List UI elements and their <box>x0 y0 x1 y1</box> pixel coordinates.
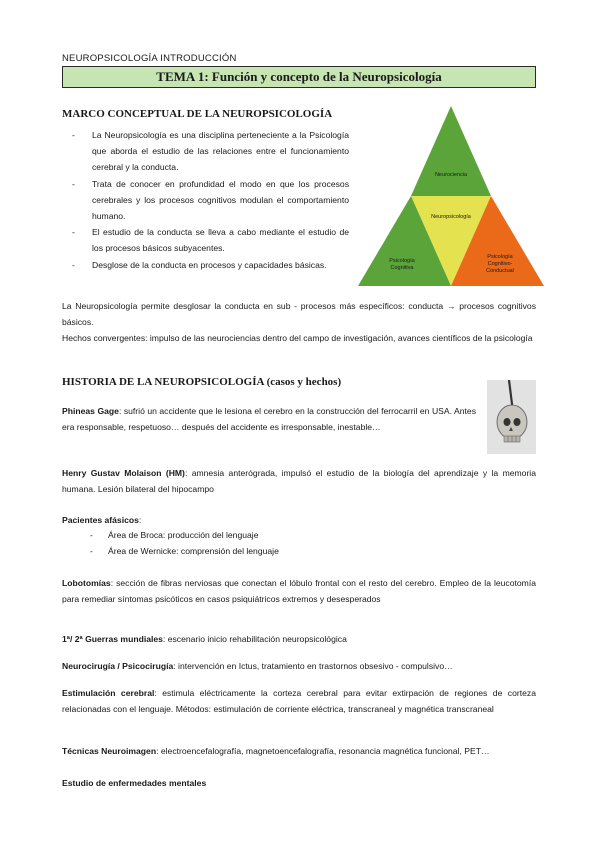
skull-illustration <box>487 380 536 454</box>
running-header: NEUROPSICOLOGÍA INTRODUCCIÓN <box>62 53 237 64</box>
pyramid-left-label-line1: Psicología <box>389 258 415 264</box>
list-item: - Área de Broca: producción del lenguaje <box>62 527 536 543</box>
neurocirugia-paragraph <box>62 658 536 674</box>
enfermedades-label: Estudio de enfermedades mentales <box>62 778 207 788</box>
historia-heading-main: HISTORIA DE LA NEUROPSICOLOGÍA <box>62 376 264 388</box>
page-title: TEMA 1: Función y concepto de la Neuropsicología <box>62 66 536 88</box>
tecnicas-paragraph <box>62 743 536 759</box>
section-heading-historia <box>62 376 341 388</box>
list-item: - El estudio de la conducta se lleva a cabo mediante el estudio de los procesos básicos subyacentes. <box>62 224 349 256</box>
pyramid-right-label-line3: Conductual <box>486 268 514 274</box>
estimulacion-paragraph <box>62 685 536 717</box>
enfermedades-heading <box>62 775 536 791</box>
historia-heading-suffix: (casos y hechos) <box>263 376 342 388</box>
phineas-gage-text: : sufrió un accidente que le lesiona el cerebro en la construcción del ferrocarril en USA. Antes era responsable, respetuoso… después del accidente es irresponsable, inestable… <box>62 406 477 433</box>
marco-bullet-list <box>62 127 349 273</box>
pyramid-right-label-line1: Psicología <box>487 254 513 260</box>
phineas-gage-paragraph <box>62 403 476 435</box>
lobotomias-paragraph <box>62 575 536 607</box>
guerras-paragraph <box>62 631 536 647</box>
pyramid-top-triangle <box>411 106 491 196</box>
list-item: - La Neuropsicología es una disciplina perteneciente a la Psicología que aborda el estudio de las relaciones entre el funcionamiento cerebral y la conducta. <box>62 127 349 176</box>
estimulacion-text: : estimula eléctricamente la corteza cerebral para evitar extirpación de regiones de corteza relacionadas con el lenguaje. Métodos: estimulación de corriente eléctrica, transcraneal y magnética transcraneal <box>62 688 536 715</box>
afasicos-paragraph <box>62 512 536 528</box>
pyramid-left-label-line2: Cognitiva <box>390 265 414 271</box>
marco-paragraph-2: Hechos convergentes: impulso de las neurociencias dentro del campo de investigación, avances científicos de la psicología <box>62 333 533 343</box>
lobotomias-label: Lobotomías <box>62 578 111 588</box>
list-item: - Área de Wernicke: comprensión del lenguaje <box>62 543 536 559</box>
hm-text: : amnesia anterógrada, impulsó el estudio de la biología del aprendizaje y la memoria humana. Lesión bilateral del hipocampo <box>62 468 536 495</box>
hm-paragraph <box>62 465 536 497</box>
neurocirugia-text: : intervención en Ictus, tratamiento en trastornos obsesivo - compulsivo… <box>173 661 453 671</box>
lobotomias-text: : sección de fibras nerviosas que conectan el lóbulo frontal con el resto del cerebro. Empleo de la leucotomía para remediar síntomas psicóticos en casos psiquiátricos extremos y desesperados <box>62 578 536 605</box>
neuropsychology-pyramid-diagram <box>356 104 546 294</box>
pyramid-right-label-line2: Cognitivo- <box>487 261 513 267</box>
pyramid-top-label: Neurociencia <box>434 172 468 178</box>
neurocirugia-label: Neurocirugía / Psicocirugía <box>62 661 174 671</box>
phineas-gage-skull-image <box>487 380 536 454</box>
hm-label: Henry Gustav Molaison (HM) <box>62 468 185 478</box>
tecnicas-label: Técnicas Neuroimagen <box>62 746 157 756</box>
afasicos-list <box>62 527 536 559</box>
pyramid-center-label: Neuropsicología <box>431 214 471 220</box>
section-heading-marco: MARCO CONCEPTUAL DE LA NEUROPSICOLOGÍA <box>62 108 333 120</box>
afasicos-text: : <box>138 515 142 525</box>
list-item: - Desglose de la conducta en procesos y capacidades básicas. <box>62 257 349 273</box>
afasicos-label: Pacientes afásicos <box>62 515 139 525</box>
guerras-text: : escenario inicio rehabilitación neuropsicológica <box>162 634 347 644</box>
phineas-gage-label: Phineas Gage <box>62 406 119 416</box>
guerras-label: 1ª/ 2ª Guerras mundiales <box>62 634 163 644</box>
marco-paragraph-1: La Neuropsicología permite desglosar la conducta en sub - procesos más específicos: conducta → procesos cognitivos básicos. <box>62 301 536 328</box>
estimulacion-label: Estimulación cerebral <box>62 688 155 698</box>
tecnicas-text: : electroencefalografía, magnetoencefalografía, resonancia magnética funcional, PET… <box>156 746 490 756</box>
list-item: - Trata de conocer en profundidad el modo en que los procesos cerebrales y los procesos cognitivos modulan el comportamiento humano. <box>62 176 349 225</box>
